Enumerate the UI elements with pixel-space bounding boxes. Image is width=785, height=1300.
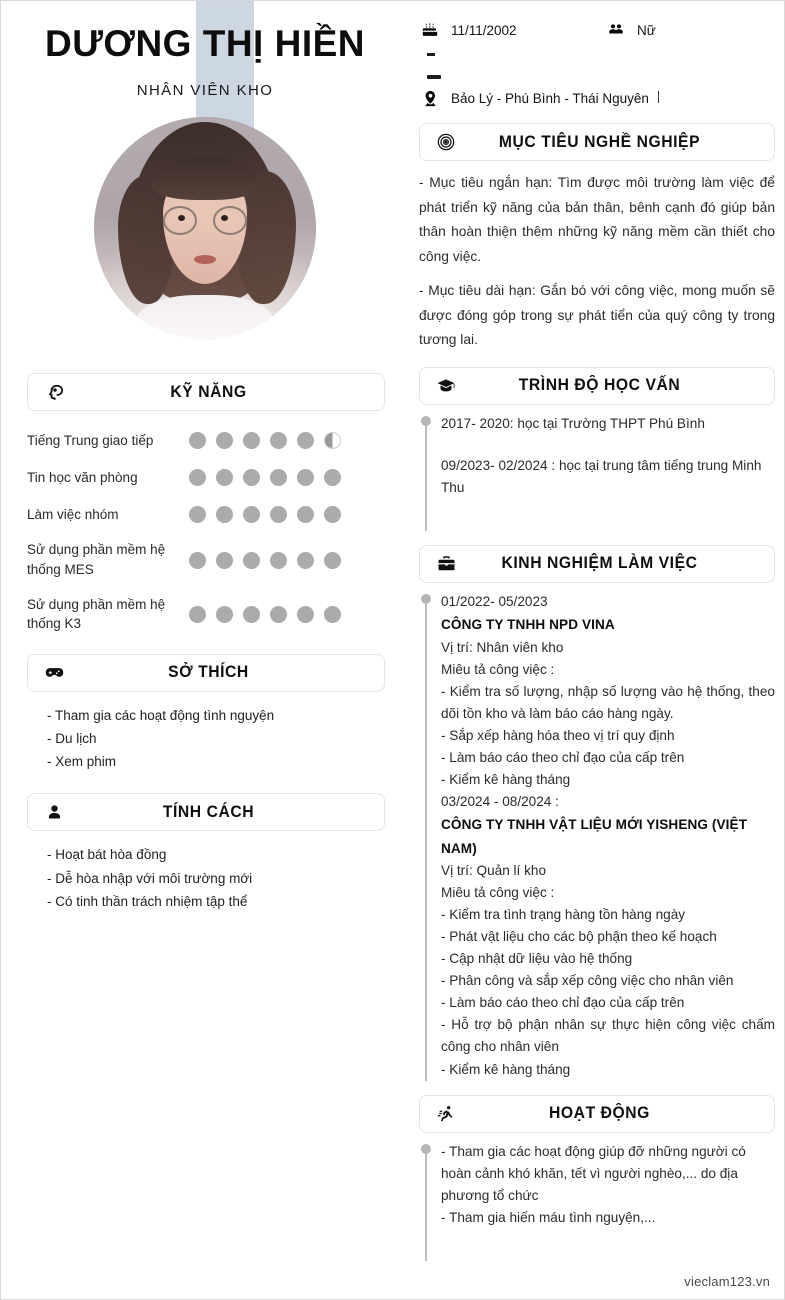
objective-paragraph: - Mục tiêu ngắn hạn: Tìm được môi trường làm việc để phát triển kỹ năng của bản thân, bênh cạnh đó giúp bản thân hoàn thiện thêm những kỹ năng mềm cần thiết cho công việc. (419, 175, 775, 264)
skills-list (27, 429, 385, 633)
rating-dot (243, 606, 260, 623)
rating-dot (216, 432, 233, 449)
rating-dot (297, 432, 314, 449)
job-duty: - Sắp xếp hàng hóa theo vị trí quy định (441, 727, 675, 743)
candidate-name: DƯƠNG THỊ HIỀN (44, 23, 366, 64)
section-header-personality (27, 793, 385, 831)
section-title-personality: TÍNH CÁCH (162, 802, 255, 821)
section-experience (419, 545, 775, 1081)
location-pin-icon (419, 87, 441, 109)
skill-row (27, 466, 385, 488)
job-duty: - Kiểm kê hàng tháng (441, 1061, 571, 1077)
rating-dot (189, 469, 206, 486)
rating-dot (324, 552, 341, 569)
render-artifact-b (427, 75, 441, 79)
birthday-cake-icon (419, 19, 441, 41)
profile-photo (94, 117, 316, 339)
job-duty: - Hỗ trợ bộ phận nhân sự thực hiện công việc chấm công cho nhân viên (441, 1017, 775, 1055)
section-title-objective: MỤC TIÊU NGHỀ NGHIỆP (498, 132, 701, 151)
rating-dot (324, 469, 341, 486)
education-detail: học tại trung tâm tiếng trung Minh Thu (441, 457, 762, 495)
rating-dot (189, 552, 206, 569)
job-position: Vị trí: Nhân viên kho (441, 639, 564, 655)
activities-timeline (419, 1141, 775, 1261)
skill-label: Tin học văn phòng (27, 469, 138, 485)
job-duty: - Kiểm tra tình trạng hàng tồn hàng ngày (441, 907, 686, 923)
job-duty: - Kiểm kê hàng tháng (441, 771, 571, 787)
job-desc-label: Miêu tả công việc : (441, 661, 555, 677)
watermark: vieclam123.vn (684, 1274, 770, 1289)
rating-dot (189, 606, 206, 623)
contact-header (409, 1, 785, 109)
rating-dot (324, 506, 341, 523)
list-item: - Tham gia các hoạt động tình nguyện (47, 707, 275, 723)
rating-dot (216, 552, 233, 569)
skill-row (27, 429, 385, 451)
section-header-objective (419, 123, 775, 161)
section-header-hobbies (27, 654, 385, 692)
education-entry (441, 455, 775, 499)
person-icon (42, 800, 66, 824)
rating-dot (297, 469, 314, 486)
rating-dot (243, 506, 260, 523)
skill-rating (189, 468, 341, 486)
education-separator: : (509, 415, 514, 431)
skill-row (27, 595, 385, 634)
rating-dot-half (324, 432, 341, 449)
contact-gender (605, 19, 656, 41)
rating-dot (270, 506, 287, 523)
job-period: 03/2024 - 08/2024 : (441, 793, 559, 809)
rating-dot (270, 469, 287, 486)
name-block (1, 1, 409, 99)
education-timeline (419, 413, 775, 531)
people-icon (605, 19, 627, 41)
rating-dot (216, 606, 233, 623)
education-detail: học tại Trường THPT Phú Bình (517, 415, 705, 431)
rating-dot (297, 552, 314, 569)
contact-dob (419, 19, 605, 41)
section-objective (419, 123, 775, 353)
list-item: - Du lịch (47, 730, 97, 746)
skill-rating (189, 431, 341, 449)
objective-paragraph: - Mục tiêu dài hạn: Gắn bó với công việc, mong muốn sẽ được đóng góp trong sự phát tiển của quý công ty trong tương lai. (419, 283, 775, 348)
contact-gender-value: Nữ (637, 22, 656, 38)
skill-label: Tiếng Trung giao tiếp (27, 432, 154, 448)
rating-dot (216, 469, 233, 486)
job-desc-label: Miêu tả công việc : (441, 885, 555, 901)
rating-dot (297, 606, 314, 623)
running-person-icon (434, 1102, 458, 1126)
experience-job (441, 591, 775, 791)
job-company: CÔNG TY TNHH NPD VINA (441, 615, 615, 632)
experience-job (441, 791, 775, 1081)
skill-label: Sử dụng phần mềm hệ thống MES (27, 542, 166, 577)
rating-dot (270, 552, 287, 569)
skill-label: Làm việc nhóm (27, 506, 119, 522)
list-item: - Xem phim (47, 754, 117, 770)
job-position: Vị trí: Quản lí kho (441, 863, 547, 879)
job-duty: - Cập nhật dữ liệu vào hệ thống (441, 951, 633, 967)
skill-rating (189, 505, 341, 523)
section-header-activities (419, 1095, 775, 1133)
section-education (419, 367, 775, 531)
render-artifact-a (427, 53, 435, 56)
rating-dot (324, 606, 341, 623)
education-separator: : (551, 457, 556, 473)
skill-label: Sử dụng phần mềm hệ thống K3 (27, 596, 166, 632)
section-header-experience (419, 545, 775, 583)
section-title-skills: KỸ NĂNG (170, 382, 247, 401)
briefcase-icon (434, 552, 458, 576)
skill-rating (189, 605, 341, 623)
list-item: - Hoạt bát hòa đồng (47, 847, 167, 863)
right-sections (409, 123, 785, 1261)
section-header-education (419, 367, 775, 405)
rating-dot (189, 432, 206, 449)
render-artifact-c (658, 91, 659, 103)
rating-dot (189, 506, 206, 523)
education-period: 2017- 2020 (441, 415, 510, 431)
left-column (1, 1, 409, 1299)
job-duty: - Kiểm tra số lượng, nhập số lượng vào hệ thống, theo dõi tồn kho và làm báo cáo hàng ngày. (441, 683, 775, 721)
graduation-cap-icon (434, 374, 458, 398)
skill-rating (189, 551, 341, 569)
target-icon (434, 130, 458, 154)
section-title-experience: KINH NGHIỆM LÀM VIỆC (501, 554, 698, 573)
activity-item: - Tham gia hiến máu tình nguyện,... (441, 1209, 656, 1225)
rating-dot (243, 552, 260, 569)
right-column (409, 1, 785, 1299)
list-item: - Dễ hòa nhập với môi trường mới (47, 870, 253, 886)
rating-dot (216, 506, 233, 523)
hobbies-list (27, 704, 385, 774)
rating-dot (243, 432, 260, 449)
education-entry (441, 413, 775, 435)
rating-dot (270, 432, 287, 449)
education-period: 09/2023- 02/2024 (441, 457, 548, 473)
section-title-activities: HOẠT ĐỘNG (549, 1104, 650, 1123)
skill-row (27, 503, 385, 525)
job-company: CÔNG TY TNHH VẬT LIỆU MỚI YISHENG (VIỆT NAM) (441, 815, 748, 856)
section-activities (419, 1095, 775, 1261)
job-duty: - Làm báo cáo theo chỉ đạo của cấp trên (441, 749, 685, 765)
contact-address-value: Bảo Lý - Phú Bình - Thái Nguyên (451, 90, 649, 106)
section-title-education: TRÌNH ĐỘ HỌC VẤN (518, 376, 681, 395)
job-duty: - Phân công và sắp xếp công việc cho nhân viên (441, 973, 734, 989)
rating-dot (243, 469, 260, 486)
left-sections (1, 373, 409, 913)
list-item: - Có tinh thần trách nhiệm tập thể (47, 893, 248, 909)
skill-row (27, 540, 385, 579)
contact-dob-value: 11/11/2002 (451, 22, 517, 38)
job-duty: - Làm báo cáo theo chỉ đạo của cấp trên (441, 995, 685, 1011)
personality-list (27, 843, 385, 913)
job-period: 01/2022- 05/2023 (441, 593, 548, 609)
gamepad-icon (42, 661, 66, 685)
activity-item: - Tham gia các hoạt động giúp đỡ những người có hoàn cảnh khó khăn, tết vì người nghèo,... do địa phương tổ chức (441, 1143, 746, 1203)
contact-row-top (419, 19, 775, 41)
job-duty: - Phát vật liệu cho các bộ phận theo kế hoạch (441, 929, 717, 945)
rating-dot (297, 506, 314, 523)
candidate-role: NHÂN VIÊN KHO (136, 82, 274, 100)
experience-timeline (419, 591, 775, 1081)
section-title-hobbies: SỞ THÍCH (168, 663, 249, 682)
head-brain-icon (42, 380, 66, 404)
contact-address (419, 87, 775, 109)
rating-dot (270, 606, 287, 623)
section-header-skills (27, 373, 385, 411)
